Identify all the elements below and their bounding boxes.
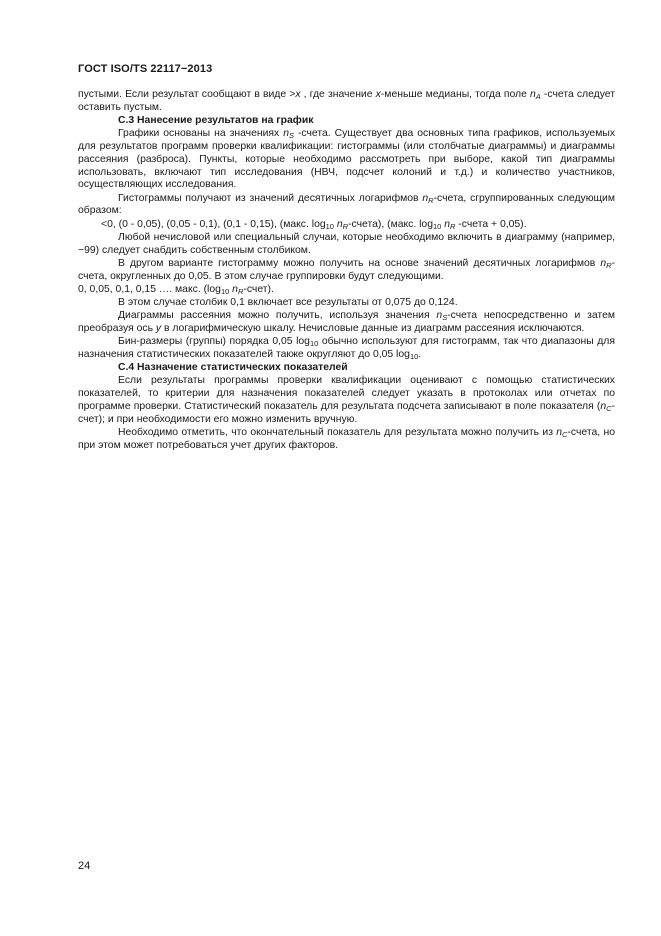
text: -счета, округленных до 0,05. В этом случае группировки будут следующими. [78, 257, 615, 282]
var: n [556, 426, 563, 438]
text: Если результаты программы проверки квалификации оценивают с помощью статистических показателей, то критерии для назначения показателей следует указать в протоколах или отчетах по программе проверки. Статистический показатель для результата подсчета записывают в поле показателя ( [78, 375, 615, 412]
text: -счета следует оставить пустым. [78, 89, 615, 113]
text: Графики основаны на значениях [118, 128, 284, 140]
subscript: R [606, 260, 612, 270]
document-body [78, 89, 615, 453]
subscript: A [535, 92, 541, 101]
text: -счет). [243, 283, 274, 295]
text: Гистограммы получают из значений десятичных логарифмов [118, 192, 423, 204]
var: x [375, 89, 381, 100]
subscript: 10 [309, 339, 319, 349]
var: n [441, 218, 450, 230]
text: -счета), (макс. log [348, 218, 433, 230]
paragraph-grouping-values [78, 284, 615, 297]
subscript: 10 [409, 351, 419, 361]
var: n [283, 128, 289, 140]
paragraph-alternative [78, 258, 615, 284]
paragraph-scatter [78, 310, 615, 336]
var: n [436, 310, 443, 322]
text: -счет); и при необходимости его можно изменить вручную. [78, 400, 615, 425]
text: Необходимо отметить, что окончательный показатель для результата можно получить из [118, 426, 557, 438]
section-heading-c3: С.3 Нанесение результатов на график [118, 114, 314, 126]
var: n [600, 400, 607, 412]
text: -счета. Существует два основных типа графиков, используемых для результатов программ проверки квалификации: гистограммы (или столбчатые диаграммы) и диаграммы рассеяния (разброса). Пункты, которые необходимо рассмотреть при выборе, какой тип диаграммы использовать, включают тип исследования (НВЧ, подсчет колоний и т.д.) и количество участников, осуществляющих исследования. [78, 128, 616, 191]
var: n [530, 89, 536, 100]
subscript: R [428, 195, 434, 205]
text: . [418, 348, 422, 360]
text: Диаграммы рассеяния можно получить, используя значения [118, 310, 437, 322]
page-number: 24 [78, 860, 91, 872]
paragraph-statistics [78, 375, 615, 426]
paragraph-nonnumeric: Любой нечисловой или специальный случаи, которые необходимо включить в диаграмму (например, −99) следует снабдить собственным столбиком. [78, 231, 615, 256]
var: n [600, 257, 607, 269]
text: , где значение [300, 89, 376, 100]
subscript: C [562, 429, 568, 439]
paragraph-empty-fields [78, 89, 615, 115]
text: пустыми. Если результат сообщают в виде > [78, 89, 296, 100]
var: n [229, 283, 238, 295]
subscript: R [342, 221, 349, 231]
paragraph-bin-sizes [78, 336, 615, 362]
subscript: S [288, 131, 294, 141]
text: в логарифмическую шкалу. Нечисловые данные из диаграмм рассеяния исключаются. [161, 322, 585, 334]
text: В другом варианте гистограмму можно получить на основе значений десятичных логарифмов [118, 257, 601, 269]
subscript: S [442, 313, 448, 323]
section-heading-c4: С.4 Назначение статистических показателей [118, 362, 348, 374]
text: обычно используют для гистограмм, так что диапазоны для назначения статистических показателей также округляют до 0,05 log [78, 336, 615, 360]
subscript: C [606, 403, 612, 413]
text: -счета + 0,05). [455, 218, 527, 230]
text: Бин-размеры (группы) порядка 0,05 log [118, 336, 310, 348]
subscript: 10 [432, 221, 442, 231]
var: n [333, 218, 343, 230]
text: 0, 0,05, 0,1, 0,15 …. макс. (log [78, 283, 221, 295]
document-header: ГОСТ ISO/TS 22117−2013 [78, 63, 213, 75]
text: -счета непосредственно и затем преобразуя ось [78, 310, 615, 334]
subscript: R [237, 286, 244, 296]
paragraph-final-note [78, 427, 615, 453]
paragraph-graph-types [78, 128, 615, 192]
text: -счета, но при этом может потребоваться учет других факторов. [78, 426, 615, 451]
var: n [422, 192, 429, 204]
subscript: R [450, 221, 456, 231]
paragraph-histograms [78, 193, 615, 219]
paragraph-bin-range: В этом случае столбик 0,1 включает все результаты от 0,075 до 0,124. [118, 296, 458, 308]
text: -меньше медианы, тогда поле [380, 89, 531, 100]
paragraph-grouping-list [78, 219, 615, 232]
var: y [155, 322, 162, 334]
var: x [295, 89, 301, 100]
text: -счета, сгруппированных следующим образом: [78, 192, 615, 217]
subscript: 10 [325, 221, 334, 231]
text: <0, (0 - 0,05), (0,05 - 0,1), (0,1 - 0,15), (макс. log [101, 218, 326, 230]
subscript: 10 [220, 286, 230, 296]
